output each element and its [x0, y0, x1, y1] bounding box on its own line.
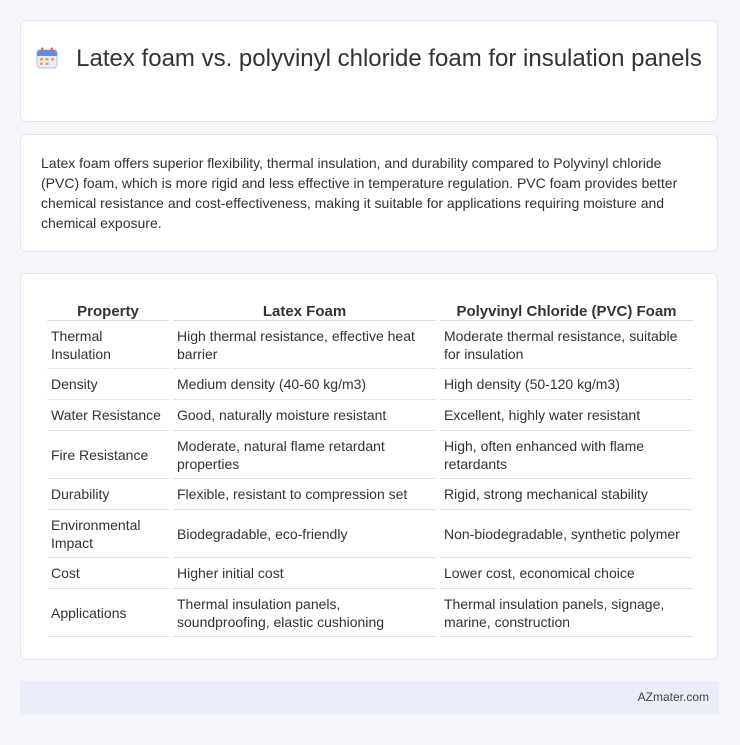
- latex-cell: Moderate, natural flame retardant properties: [173, 431, 436, 479]
- header-pvc-foam: Polyvinyl Chloride (PVC) Foam: [440, 296, 693, 321]
- property-cell: Density: [47, 369, 169, 400]
- pvc-cell: Thermal insulation panels, signage, marine, construction: [440, 589, 693, 637]
- property-cell: Durability: [47, 479, 169, 510]
- table-row: [47, 369, 693, 400]
- footer-site-link[interactable]: AZmater.com: [637, 690, 709, 704]
- table-row: [47, 558, 693, 589]
- latex-cell: Thermal insulation panels, soundproofing, elastic cushioning: [173, 589, 436, 637]
- page-title-row: [21, 44, 717, 76]
- property-cell: Water Resistance: [47, 400, 169, 431]
- property-cell: Environmental Impact: [47, 510, 169, 558]
- property-cell: Applications: [47, 589, 169, 637]
- latex-cell: Medium density (40-60 kg/m3): [173, 369, 436, 400]
- pvc-cell: Excellent, highly water resistant: [440, 400, 693, 431]
- table-row: [47, 510, 693, 558]
- table-row: [47, 479, 693, 510]
- pvc-cell: Non-biodegradable, synthetic polymer: [440, 510, 693, 558]
- table-header-row: [47, 296, 693, 321]
- pvc-cell: Lower cost, economical choice: [440, 558, 693, 589]
- intro-paragraph: Latex foam offers superior flexibility, thermal insulation, and durability compared to Polyvinyl chloride (PVC) foam, which is more rigid and less effective in temperature regulation. PVC foam provides better chemical resistance and cost-effectiveness, making it suitable for applications requiring moisture and chemical exposure.: [41, 155, 678, 231]
- pvc-cell: Rigid, strong mechanical stability: [440, 479, 693, 510]
- latex-cell: High thermal resistance, effective heat barrier: [173, 321, 436, 369]
- intro-card: [20, 134, 718, 252]
- pvc-cell: High density (50-120 kg/m3): [440, 369, 693, 400]
- property-cell: Cost: [47, 558, 169, 589]
- pvc-cell: High, often enhanced with flame retardants: [440, 431, 693, 479]
- comparison-table: [43, 296, 697, 637]
- table-row: [47, 400, 693, 431]
- property-cell: Fire Resistance: [47, 431, 169, 479]
- footer-bar: [20, 681, 719, 714]
- table-row: [47, 431, 693, 479]
- latex-cell: Flexible, resistant to compression set: [173, 479, 436, 510]
- latex-cell: Higher initial cost: [173, 558, 436, 589]
- header-latex-foam: Latex Foam: [173, 296, 436, 321]
- calendar-icon: [36, 47, 58, 76]
- title-card: [20, 20, 718, 122]
- property-cell: Thermal Insulation: [47, 321, 169, 369]
- pvc-cell: Moderate thermal resistance, suitable for insulation: [440, 321, 693, 369]
- latex-cell: Biodegradable, eco-friendly: [173, 510, 436, 558]
- table-row: [47, 321, 693, 369]
- comparison-card: [20, 273, 718, 660]
- header-property: Property: [47, 296, 169, 321]
- latex-cell: Good, naturally moisture resistant: [173, 400, 436, 431]
- page-title: Latex foam vs. polyvinyl chloride foam for insulation panels: [76, 45, 702, 72]
- table-row: [47, 589, 693, 637]
